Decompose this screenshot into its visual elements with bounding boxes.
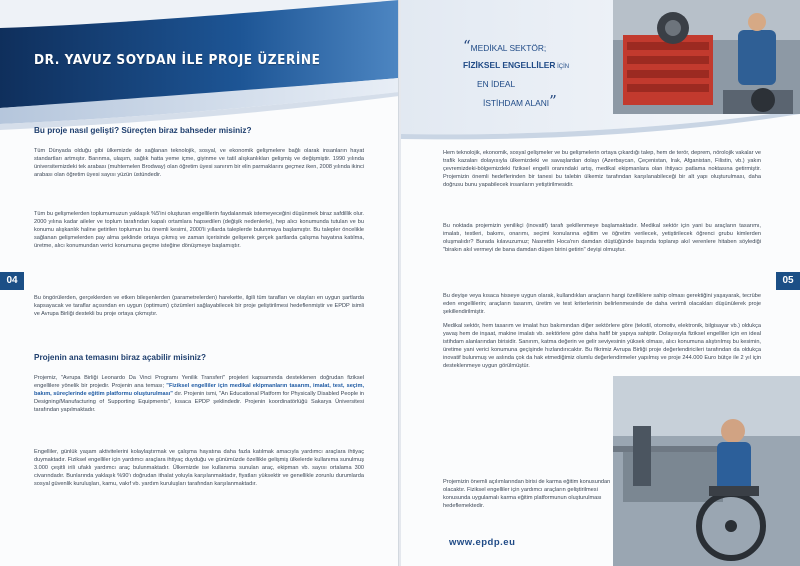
open-quote-mark: “ — [463, 37, 471, 55]
quote-line-4: İSTİHDAM ALANI — [483, 98, 550, 108]
left-page — [0, 0, 399, 566]
quote-line-3: EN İDEAL — [477, 79, 516, 89]
project-theme-highlight: "Fiziksel engelliler için medikal ekipmanların tasarım, imalat, test, seçim, bakım, süreçlerinde eğitim platformu oluşturulması" — [34, 383, 365, 398]
page-title: DR. YAVUZ SOYDAN İLE PROJE ÜZERİNE — [34, 52, 321, 68]
paragraph-5: Engelliler, günlük yaşam aktivitelerini kolaylaştırmak ve çalışma hayatına daha fazla katılmak amacıyla yardımcı araçlara ihtiyaç duymaktadır. Fiziksel engelliler için yardımcı araçlara ihtiyaç duyduğu ve günümüzde özellikle gelişmiş ülkelerde kullanıma sunulmuş 3.000 çeşitli irili ufaklı yardımcı araç bulunmaktadır. Ülkemizde ise kullanıma sunulan araç, ekipman vb. sayısı ortalama 300 civarındadır. Bunlarında yaklaşık %90'ı doğrudan ithalat yoluyla karşılanmaktadır, fiyatları yüksektir ve genellikle zorunlu durumlarda sosyal güvenlik kuruluşları, kamu, vakıf vb. yardım kuruluşları tarafından karşılanmaktadır. — [34, 449, 364, 488]
right-page — [401, 0, 800, 566]
page-number-left: 04 — [0, 272, 24, 290]
paragraph-1: Tüm Dünyada olduğu gibi ülkemizde de sağlanan teknolojik, sosyal, ve ekonomik gelişmelere bağlı olarak insanların hayat standartları artmıştır. Barınma, ulaşım, sağlık hatta yeme içme, giyinme ve tatil alışkanlıkları gelişmiş ve değişmiştir. 1990 yılında üniversitemizdeki tek arabası (muhtemelen Brodway) olan öğretim üyesi sanırım bir elin parmaklarını geçmez iken, 2008 yılında ikinci arabası olan öğretim üyesi sayısı yüzün üstündedir. — [34, 148, 364, 179]
quote-line-2b: İÇİN — [555, 64, 570, 70]
right-paragraph-5: Projemizin önemli açılımlarından birisi de karma eğitim konusundan olacaktır. Fiziksel engelliler için yardımcı araçların geliştirilmesi konusunda uygulamalı karma eğitim platformunun oluşturulması hedeflemektedir. — [443, 479, 611, 510]
paragraph-4-text-a: Projemiz, "Avrupa Birliği Leonardo Da Vinci Programı Yenilik Transferi" projeleri kapsamında desteklenen doğrudan fiziksel engellilere yönelik bir projedir. Projenin ana teması; — [34, 375, 364, 390]
paragraph-4-text-b: dır. Projenin ismi, "An Educational Platform for Physically Disabled People in Designing/Manufacturing of Supporting Equipments", kısaca EPDP şeklindedir. Projenin koordinatörlüğü Sakarya Üniversitesi tarafından yapılmaktadır. — [34, 391, 364, 414]
right-paragraph-1: Hem teknolojik, ekonomik, sosyal gelişmeler ve bu gelişmelerin ortaya çıkardığı talep, hem de terör, deprem, nörolojik vakalar ve trafik kazaları dolayısıyla ülkemizdeki ve savaşlardan dolayı (Azerbaycan, Çeçenistan, Irak, Afganistan, Filistin, vb.) yakın çevremizdeki-bölgemizdeki fiziksel engelli oranındaki artış, medikal ekipmanlara olan ihtiyacı patlama noktasına getirmiştir. Projemizin önemli hedeflerinden bir tanesi bu talebin ülkemiz tarafından karşılanabileceği bir alt yapı oluşturulması, daha doğrusu bunu yapabilecek insanların yetiştirilmesidir. — [443, 150, 761, 189]
question-heading-2: Projenin ana temasını biraz açabilir misiniz? — [34, 353, 206, 362]
workshop-photo — [613, 0, 800, 114]
close-quote-mark: ” — [549, 92, 557, 110]
website-link[interactable]: www.epdp.eu — [449, 537, 516, 548]
quote-line-1: MEDİKAL SEKTÖR; — [470, 43, 547, 53]
right-paragraph-4: Medikal sektör, hem tasarım ve imalat hızı bakımından diğer sektörlere göre (tekstil, otomotiv, elektronik, bilgisayar vb.) oldukça yavaş hem de inşaat, makine imalatı vb. sektörlere göre daha hafif bir yapıya sahiptir. Dolayısıyla fiziksel engelliler için en ideal istihdam alanlarından birisidir. Sanırım, katma değerin ve gelir seviyesinin yüksek olması, alıcı konumuna alıştırılmış bu kesimin, üretime yani verici konumuna geçişinde hızlandırıcaktır. Bu fikrimiz Avrupa Birliği proje değerlendiricileri tarafından da oldukça inovatif bulunmuş ve aslında çok da hak etmediğimiz olumlu değerlendirmeler yapılmış ve proje 244.000 Euro bütçe ile 2 yıl için desteklenmeye uygun görülmüştür. — [443, 323, 761, 370]
paragraph-4 — [34, 374, 364, 414]
right-paragraph-4-overlay-note — [443, 422, 608, 470]
page-number-right: 05 — [776, 272, 800, 290]
right-paragraph-2: Bu noktada projemizin yenilikçi (inovatif) tarafı şekillenmeye başlamaktadır. Medikal sektör için yani bu araçların tasarımı, imalatı, testleri, bakımı, onarımı, seçimi konularına eğitim ve öğretim verilecek, yetiştirilecek öğrenci grubu kimlerden oluşmalıdır? Burada kılavuzumuz; Nasrettin Hoca'nın damdan düştüğünde başında toplanıp akıl verenlere hitaben söylediği "birakın akıl vermeyi de bana damdan düşen birini getirin" deyişi olmuştur. — [443, 223, 761, 254]
pull-quote — [463, 38, 569, 112]
question-heading-1: Bu proje nasıl gelişti? Süreçten biraz bahseder misiniz? — [34, 126, 252, 135]
paragraph-3: Bu öngörülerden, gerçeklerden ve etken bileşenlerden (parametrelerden) harekette, ilgili tüm tarafları ve olayları en uygun şartlarda kapsayacak ve taraflar açısından en uygun (optimum) çözümleri sağlayabilecek bir proje geliştirilmesi hedeflenmiştir ve EPDP isimli ve Avrupa Birliği destekli bu proje ortaya çıkmıştır. — [34, 295, 364, 318]
wheelchair-user-photo — [613, 376, 800, 566]
quote-line-2a: FİZİKSEL ENGELLİLER — [463, 60, 556, 70]
paragraph-2: Tüm bu gelişmelerden toplumumuzun yaklaşık %5'ini oluşturan engellilerin faydalanmak istemeyeceğini düşünmek biraz safdillik olur. 2000 yılına kadar aileler ve toplum tarafından kapalı ortamlara hapsedilen (değişik nedenlerle), hep alıcı konumunda tutulan ve bu konumu alışkanlık haline getirilen toplumun bu önemli kesimi, 2000'li yıllarda taleplerde bulunmaya başlamıştır. Bu talepler öncelikle sağlanan gelişmelerden pay alma şeklinde ortaya çıkmış ve zaman içerisinde gelişerek gerçek şartlarda çalışma hayatına katılma, üretme, alıcı konumundan verici konumuna geçme isteğine dönüşmeye başlamıştır. — [34, 211, 364, 250]
right-paragraph-3: Bu deyişe veya kısaca hisseye uygun olarak, kullandıkları araçların hangi özelliklere sahip olması gerektiğini yaşayarak, tecrübe eden engellilerin; araçların tasarım, üretim ve test kriterlerinin belirlenmesinde de daha verimli olacakları düşünülerek proje şekillendirilmiştir. — [443, 293, 761, 316]
